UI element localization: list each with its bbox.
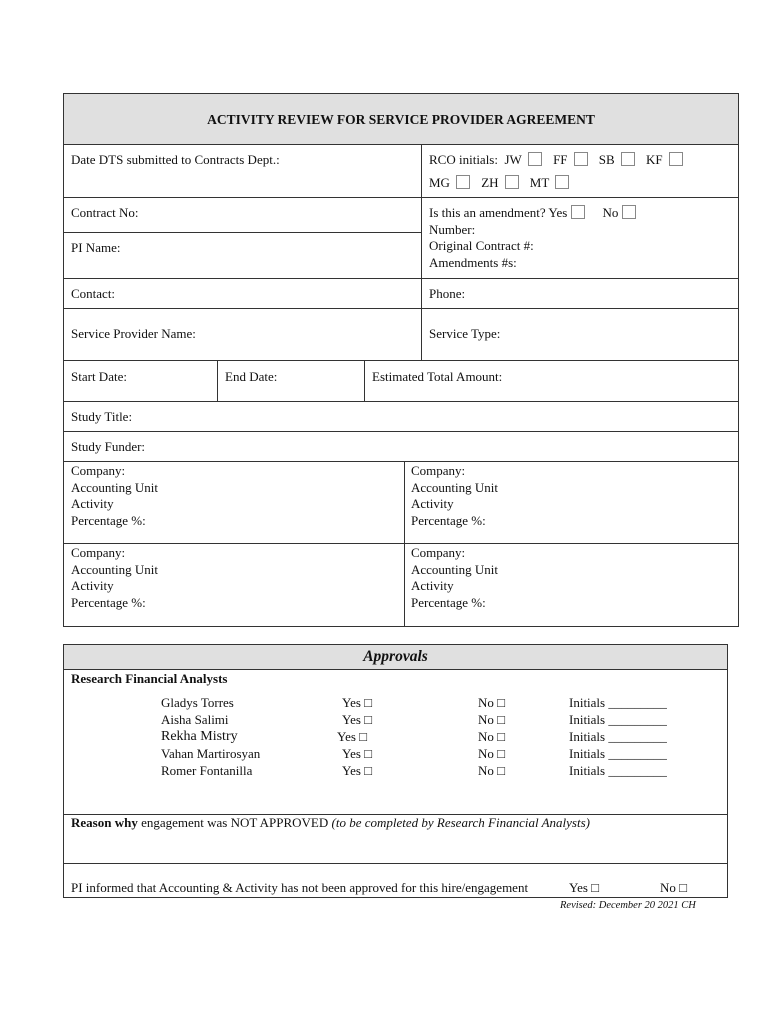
- form-title: ACTIVITY REVIEW FOR SERVICE PROVIDER AGREEMENT: [207, 112, 595, 127]
- pi-informed-text: PI informed that Accounting & Activity has not been approved for this hire/engagement: [71, 880, 529, 895]
- accounting-unit-label: Accounting Unit: [411, 561, 499, 577]
- study-title-label: Study Title:: [71, 409, 133, 424]
- analyst-name: Romer Fontanilla: [161, 763, 253, 778]
- amendment-label: Is this an amendment? Yes: [429, 205, 568, 220]
- rco-initials-row-2: [429, 175, 577, 192]
- date-dts-label: Date DTS submitted to Contracts Dept.:: [71, 152, 280, 167]
- service-provider-name-label: Service Provider Name:: [71, 326, 196, 341]
- rco-initials-row-1: [429, 152, 691, 169]
- rco-checkbox-mg[interactable]: [456, 175, 470, 189]
- divider: [364, 360, 365, 401]
- rco-checkbox-jw[interactable]: [528, 152, 542, 166]
- study-funder-label: Study Funder:: [71, 439, 146, 454]
- analyst-initials: Initials _________: [569, 695, 667, 710]
- pi-informed-yes-checkbox[interactable]: Yes □: [569, 880, 600, 895]
- divider: [404, 461, 405, 627]
- analyst-no-checkbox[interactable]: No □: [478, 763, 505, 778]
- amendment-no-label: No: [602, 205, 619, 220]
- analyst-name: Aisha Salimi: [161, 712, 229, 727]
- funding-block-1-left: [71, 463, 158, 529]
- service-type-label: Service Type:: [429, 326, 501, 341]
- rco-checkbox-kf[interactable]: [669, 152, 683, 166]
- company-label: Company:: [71, 545, 126, 560]
- divider: [63, 669, 728, 670]
- company-label: Company:: [411, 545, 466, 560]
- activity-label: Activity: [71, 578, 114, 593]
- reason-text: engagement was NOT APPROVED: [137, 815, 332, 830]
- analyst-no-checkbox[interactable]: No □: [478, 712, 505, 727]
- percentage-label: Percentage %:: [411, 594, 486, 610]
- analyst-initials: Initials _________: [569, 712, 667, 727]
- analyst-no-checkbox[interactable]: No □: [478, 746, 505, 761]
- analyst-yes-checkbox[interactable]: Yes □: [342, 746, 373, 761]
- end-date-label: End Date:: [225, 369, 278, 384]
- rco-checkbox-mt[interactable]: [555, 175, 569, 189]
- estimated-total-label: Estimated Total Amount:: [372, 369, 503, 384]
- analyst-initials: Initials _________: [569, 746, 667, 761]
- rco-initials-label: RCO initials:: [429, 152, 498, 167]
- contact-label: Contact:: [71, 286, 116, 301]
- divider: [63, 461, 739, 462]
- funding-block-1-right: [411, 463, 498, 529]
- activity-label: Activity: [411, 496, 454, 511]
- analyst-yes-checkbox[interactable]: Yes □: [342, 712, 373, 727]
- divider: [217, 360, 218, 401]
- divider: [63, 360, 739, 361]
- original-contract-label: Original Contract #:: [429, 238, 534, 253]
- reason-italic: (to be completed by Research Financial Analysts): [331, 815, 590, 830]
- amendment-no-checkbox[interactable]: [622, 205, 636, 219]
- analyst-name: Gladys Torres: [161, 695, 234, 710]
- rco-code: ZH: [481, 175, 499, 190]
- analyst-name: Vahan Martirosyan: [161, 746, 261, 761]
- analyst-yes-checkbox[interactable]: Yes □: [342, 695, 373, 710]
- analyst-name: Rekha Mistry: [161, 729, 238, 744]
- reason-not-approved: [71, 815, 590, 832]
- rco-checkbox-ff[interactable]: [574, 152, 588, 166]
- start-date-label: Start Date:: [71, 369, 127, 384]
- pi-informed-no-checkbox[interactable]: No □: [660, 880, 687, 895]
- pi-name-label: PI Name:: [71, 240, 121, 255]
- number-label: Number:: [429, 222, 476, 237]
- percentage-label: Percentage %:: [71, 512, 146, 528]
- accounting-unit-label: Accounting Unit: [411, 479, 499, 495]
- phone-label: Phone:: [429, 286, 466, 301]
- contract-no-label: Contract No:: [71, 205, 139, 220]
- amendment-yes-checkbox[interactable]: [571, 205, 585, 219]
- divider: [63, 431, 739, 432]
- divider: [63, 308, 739, 309]
- analyst-no-checkbox[interactable]: No □: [478, 695, 505, 710]
- amendments-label: Amendments #s:: [429, 255, 517, 270]
- revised-note: Revised: December 20 2021 CH: [560, 900, 696, 911]
- company-label: Company:: [411, 463, 466, 478]
- analyst-initials: Initials _________: [569, 729, 667, 744]
- rco-code: MG: [429, 175, 450, 190]
- analyst-no-checkbox[interactable]: No □: [478, 729, 505, 744]
- rco-code: FF: [553, 152, 568, 167]
- reason-bold: Reason why: [71, 815, 138, 830]
- approvals-title: Approvals: [363, 648, 428, 665]
- divider: [63, 863, 728, 864]
- funding-block-2-left: [71, 545, 158, 611]
- rco-checkbox-zh[interactable]: [505, 175, 519, 189]
- divider: [63, 401, 739, 402]
- company-label: Company:: [71, 463, 126, 478]
- divider: [63, 278, 739, 279]
- analyst-yes-checkbox[interactable]: Yes □: [337, 729, 368, 744]
- divider: [63, 144, 739, 145]
- divider: [421, 144, 422, 360]
- divider: [63, 232, 421, 233]
- rco-code: KF: [645, 152, 663, 167]
- rco-code: MT: [529, 175, 550, 190]
- divider: [63, 543, 739, 544]
- accounting-unit-label: Accounting Unit: [71, 479, 159, 495]
- funding-block-2-right: [411, 545, 498, 611]
- activity-label: Activity: [71, 496, 114, 511]
- amendment-question: [429, 205, 644, 222]
- rco-code: JW: [504, 152, 522, 167]
- rco-code: SB: [598, 152, 615, 167]
- percentage-label: Percentage %:: [411, 512, 486, 528]
- percentage-label: Percentage %:: [71, 594, 146, 610]
- analyst-yes-checkbox[interactable]: Yes □: [342, 763, 373, 778]
- divider: [63, 197, 739, 198]
- accounting-unit-label: Accounting Unit: [71, 561, 159, 577]
- analyst-initials: Initials _________: [569, 763, 667, 778]
- research-financial-analysts-label: Research Financial Analysts: [71, 671, 228, 686]
- activity-label: Activity: [411, 578, 454, 593]
- rco-checkbox-sb[interactable]: [621, 152, 635, 166]
